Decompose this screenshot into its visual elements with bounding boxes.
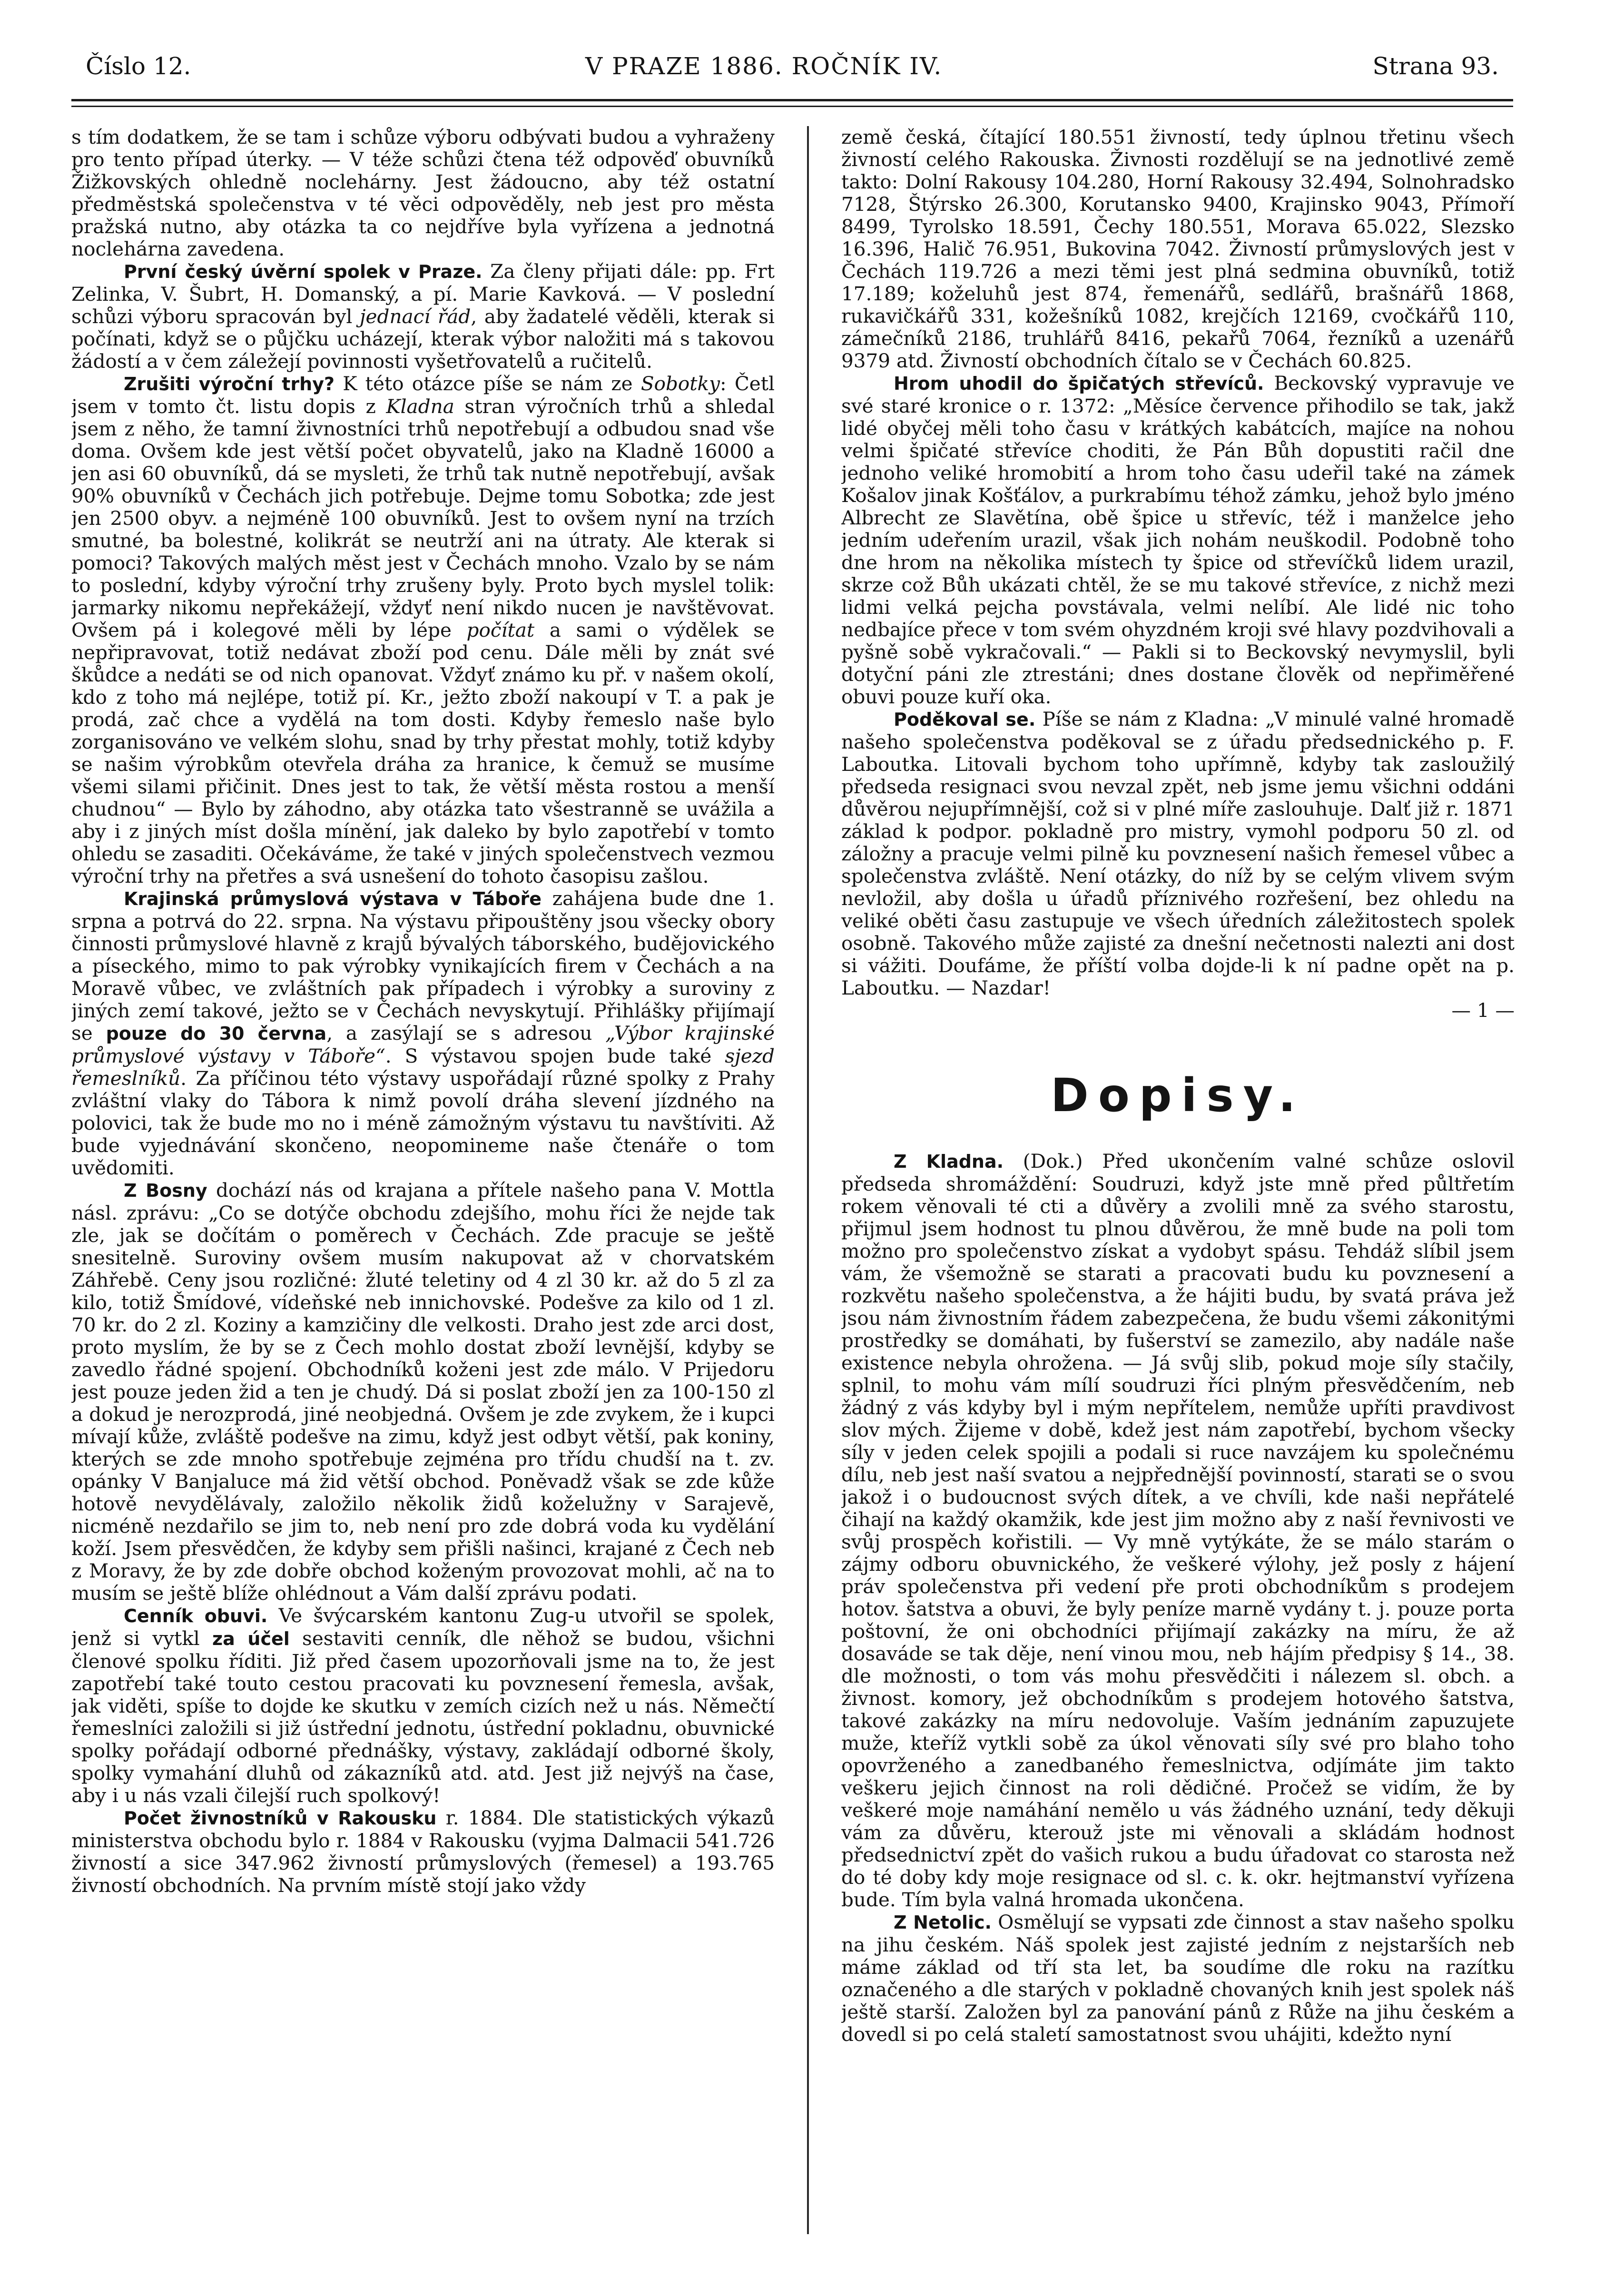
issue-number: Číslo 12. (86, 52, 191, 80)
article-trade-statistics: Počet živnostníků v Rakousku r. 1884. Dle statistických výkazů ministerstva obchodu bylo r. 1884 v Rakousku (vyjma Dalmacii 541.726 živností a sice 347.962 živností průmyslových (řemesel) a 193.765 živností obchodních. Na prvním místě stojí jako vždy (71, 1806, 775, 1897)
article-continuation: s tím dodatkem, že se tam i schůze výboru odbývati budou a vyhraženy pro tento případ úterky. — V téže schůzi čtena též odpověď obuvníků Žižkovských ohledně noclehárny. Jest žádoucno, aby též ostatní předměstská společenstva v té věci odpověděly, neb jest pro města pražská nutno, aby otázka ta co nejdříve byla vyřízena a jednotná noclehárna zavedena. (71, 126, 775, 260)
article-heading: Z Netolic. (894, 1912, 992, 1933)
article-heading: Z Bosny (124, 1180, 207, 1201)
article-heading: První český úvěrní spolek v Praze. (124, 261, 482, 282)
column-divider (807, 126, 809, 2234)
article-shoe-price-list: Cenník obuvi. Ve švýcarském kantonu Zug-u utvořil se spolek, jenž si vytkl za účel sestaviti cenník, dle něhož se budou, všichni členové spolku říditi. Již před časem upozorňovali jsme na to, že jest zapotřebí také touto cestou pracovati ku povznesení řemesla, avšak, jak viděti, spíše to dojde ke skutku v zemích cizích než u nás. Němečtí řemeslníci založili si již ústřední jednotu, ústřední pokladnu, obuvnické spolky pořádají odborné přednášky, výstavy, zakládají odborné školy, spolky vymahání dluhů od zákazníků atd. atd. Jest již nejvýš na čase, aby i u nás vzali čilejší ruch spolkový! (71, 1604, 775, 1807)
right-column (841, 126, 1515, 2246)
letter-kladno: Z Kladna. (Dok.) Před ukončením valné schůze oslovil předseda shromáždění: Soudruzi, když jste mně před půltřetím rokem věnovali té cti a důvěry a zvolili mně za svého starostu, přijmul jsem hodnost tu plnou důvěrou, že mně bude na poli tom možno pro společenstvo získat a vydobyt spásu. Tehdáž slíbil jsem vám, že všemožně se starati a pracovati budu ku povznesení a rozkvětu našeho společenstva, a že hájiti budu, by svatá práva jež jsou nám živnostním řádem zabezpečena, že budu všemi zákonitými prostředky se domáhati, by fušerství se zamezilo, aby nadále naše existence nebyla ohrožena. — Já svůj slib, pokud moje síly stačily, splnil, to mohu vám mílí soudruzi říci plným přesvědčením, neb žádný z vás kdyby byl i mým nepřítelem, nemůže upříti pravdivost slov mých. Žijeme v době, kdež jest nám zapotřebí, bychom všecky síly v jeden celek spojili a podali si ruce navzájem ku společnému dílu, neb jest naší svatou a nejpřednější povinností, starati se o svou jakož i o budoucnost svých dítek, a ve chvíli, kde naši nepřátelé čihají na každý okamžik, kde jest jim možno aby z naší řevnivosti ve svůj prospěch kořistili. — Vy mně vytýkáte, že se málo starám o zájmy odboru obuvnického, že veškeré výlohy, jež posly z hájení práv společenstva při vedení pře proti obchodníkům s prodejem hotov. šatstva a obuvi, že byly peníze marně vydány t. j. pouze porta poštovní, že oni obchodníci přijímají zakázky na míru, že až dosaváde se tak děje, není vinou mou, neb hájím předpisy § 14., 38. dle možnosti, o tom vás mohu přesvědčiti i nálezem sl. obch. a živnost. komory, jež obchodníkům s prodejem hotového šatstva, takové zakázky na míru nedovoluje. Vaším jednáním zapuzujete muže, kteříž vytkli sobě za úkol věnovati síly své pro blaho toho opovrženého a zanedbaného řemeslnictva, odjímáte jim takto veškeru jejich činnost na roli dědičné. Pročež se vidím, že by veškeré moje namáhání nemělo u vás žádného uznání, tedy děkuji vám za důvěru, kterouž jste mi věnovali a skládám hodnost předsednictví zpět do vašich rukou a budu úřadovat co starosta než do té doby kdy moje resignace od sl. c. k. okr. hejtmanství vyřízena bude. Tím byla valná hromada ukončena. (841, 1150, 1515, 1911)
page-number: Strana 93. (1372, 52, 1499, 80)
article-credit-union: První český úvěrní spolek v Praze. Za členy přijati dále: pp. Frt Zelinka, V. Šubrt, H. Domanský, a pí. Marie Kavková. — V poslední schůzi výboru spracován byl jednací řád, aby žadatelé věděli, kterak si počínati, když se o půjčku ucházejí, kterak výbor naložiti má s takovou žádostí a v čem záležejí povinnosti vyšetřovatelů a ručitelů. (71, 260, 775, 373)
article-heading: Krajinská průmyslová výstava v Táboře (124, 888, 542, 909)
place-year-volume: V PRAZE 1886. ROČNÍK IV. (585, 52, 943, 80)
letter-netolice: Z Netolic. Osmělují se vypsati zde činnost a stav našeho spolku na jihu českém. Náš spolek jest zajisté jedním z nejstarších neb máme základ od tří sta let, ba soudíme dle roku na razítku označeného a dle starých v pokladně chovaných knih jest spolek náš ještě starší. Založen byl za panování pánů z Růže na jihu českém a dovedl si po celá staletí samostatnost svou uhájiti, kdežto nyní (841, 1911, 1515, 2046)
section-title: Dopisy. (1051, 1069, 1305, 1122)
article-heading: Zrušiti výroční trhy? (124, 374, 335, 394)
left-column (71, 126, 775, 2246)
article-signature: — 1 — (1451, 999, 1515, 1022)
page-header (71, 48, 1513, 86)
article-resignation: Poděkoval se. Píše se nám z Kladna: „V minulé valné hromadě našeho společenstva poděkoval se z úřadu předsednického p. F. Laboutka. Litovali bychom toho upřímně, kdyby tak zasloužilý předseda resignaci svou nevzal zpět, neb jsme jemu všichni oddáni důvěrou nejupřímnější, což si v plné míře zaslouhuje. Dalť již r. 1871 základ k podpor. pokladně pro mistry, vymohl podporu 50 zl. od záložny a pracuje velmi pilně ku povznesení našich řemesel vůbec a společenstva zvláště. Není otázky, do níž by se celým vlivem svým nevložil, aby došla u úřadů příznivého rozřešení, bez ohledu na veliké oběti času zastupuje ve všech úředních záležitostech spolek osobně. Takového může zajisté za dnešní nečetnosti nalezti ani dost si vážiti. Doufáme, že příští volba dojde-li k ní padne opět na p. Laboutku. — Nazdar! (841, 708, 1515, 999)
article-bosnia: Z Bosny dochází nás od krajana a přítele našeho pana V. Mottla násl. zprávu: „Co se dotýče obchodu zdejšího, mohu říci že nejde tak zle, jak se dočítám o poměrech v Čechách. Zde pracuje se ještě snesitelně. Suroviny ovšem musím nakupovat až v chorvatském Záhřebě. Ceny jsou rozličné: žluté teletiny od 4 zl 30 kr. až do 5 zl za kilo, totiž Šmídové, vídeňské neb innichovské. Podešve za kilo od 1 zl. 70 kr. do 2 zl. Koziny a kamzičiny dle velkosti. Draho jest zde arci dost, proto myslím, že by se z Čech mohlo dostat zboží levnější, kdyby se zavedlo řádné spojení. Obchodníků koženi jest zde málo. V Prijedoru jest pouze jeden žid a ten je chudý. Dá si poslat zboží jen za 100-150 zl a dokud je nerozprodá, jiné neobjedná. Ovšem je zde zvykem, že i kupci mívají kůže, zvláště podešve na zimu, když jest odbyt větší, pak koniny, kterých se zde mnoho spotřebuje zejména pro třídu chudší na t. zv. opánky V Banjaluce má žid větší obchod. Poněvadž však se zde kůže hotově nevydělávaly, založilo několik židů koželužny v Sarajevě, nicméně nezdařilo se jim to, neb není pro zde dobrá voda ku vydělání koží. Jsem přesvědčen, že kdyby sem přišli našinci, krajané z Čech neb z Moravy, že by zde dobře obchod koženým provozovat mohli, ač na to musím se ještě blíže ohlédnout a Vám další zprávu podati. (71, 1179, 775, 1605)
article-lightning-shoes: Hrom uhodil do špičatých střevíců. Beckovský vypravuje ve své staré kronice o r. 1372: „Měsíce července přihodilo se tak, jakž lidé obyčej měli toho času v krátkých kabátcích, majíce na nohou velmi špičaté střevíce choditi, že Pán Bůh dopustiti račil dne jednoho veliké hromobití a hrom toho času udeřil také na zámek Košalov jinak Košťálov, a purkrabímu téhož zámku, jehož bylo jméno Albrecht ze Slavětína, obě špice u střevíc, též i manželce jeho jedním udeřením urazil, však jich nohám neuškodil. Podobně toho dne hrom na několika místech ty špice od střevíčků lidem urazil, skrze což Bůh ukázati chtěl, že se mu takové střevíce, z nichž mezi lidmi velká pejcha povstávala, velmi nelíbí. Ale lidé nic toho nedbajíce přece v tom svém ohyzdném kroji své hlavy pozdvihovali a pyšně sobě vykračovali.“ — Pakli si to Beckovský nevymyslil, byli dotyční páni zle ztrestáni; dnes dostane člověk od nepřiměřené obuvi pouze kuří oka. (841, 372, 1515, 708)
article-heading: Cenník obuvi. (124, 1606, 268, 1626)
article-heading: Poděkoval se. (894, 709, 1036, 730)
article-tabor-exhibition: Krajinská průmyslová výstava v Táboře zahájena bude dne 1. srpna a potrvá do 22. srpna. Na výstavu připouštěny jsou všecky obory činnosti průmyslové hlavně z krajů bývalých táborského, budějovického a píseckého, mimo to pak výrobky vynikajících firem v Čechách a na Moravě vůbec, ve zvláštních pak případech i výrobky a suroviny z jiných zemí takové, ježto se v Čechách nevyskytují. Přihlášky přijímají se pouze do 30 června, a zasýlají se s adresou „Výbor krajinské průmyslové výstavy v Táboře“. S výstavou spojen bude také sjezd řemeslníků. Za příčinou této výstavy uspořádají různé spolky z Prahy zvláštní vlaky do Tábora k nimž povolí dráha slevení jízdného na polovici, tak že bude mo no i méně zámožným výstavu tu navštíviti. Až bude vyjednávání skončeno, neopomineme naše čtenáře o tom uvědomiti. (71, 887, 775, 1179)
header-rule (71, 99, 1513, 101)
article-heading: Počet živnostníků v Rakousku (124, 1808, 437, 1829)
article-heading: Z Kladna. (894, 1151, 1004, 1172)
article-heading: Hrom uhodil do špičatých střevíců. (894, 373, 1264, 394)
article-annual-fairs: Zrušiti výroční trhy? K této otázce píše se nám ze Sobotky: Četl jsem v tomto čt. listu dopis z Kladna stran výročních trhů a shledal jsem z něho, že tamní živnostníci trhů nepotřebují a odbudou snad vše doma. Ovšem kde jest větší počet obyvatelů, jako na Kladně 16000 a jen asi 60 obuvníků, dá se mysleti, že trhů tak nutně nepotřebují, avšak 90% obuvníků v Čechách jich potřebuje. Dejme tomu Sobotka; zde jest jen 2500 obyv. a nejméně 100 obuvníků. Jest to ovšem nyní na trzích smutné, ba bolestné, kolikrát se neutrží ani na útraty. Ale kterak si pomoci? Takových malých měst jest v Čechách mnoho. Vzalo by se nám to poslední, kdyby výroční trhy zrušeny byly. Proto bych myslel tolik: jarmarky nikomu nepřekážejí, vždyť není nikdo nucen je navštěvovat. Ovšem pá i kolegové měli by lépe počítat a sami o výdělek se nepřipravovat, totiž nedávat zboží pod cenu. Dále měli by znát své škůdce a nedáti se od nich opanovat. Vždyť známo ku př. v našem okolí, kdo z toho má nejlépe, totiž pí. Kr., ježto zboží nakoupí v T. a pak je prodá, zač chce a vydělá na tom dosti. Kdyby řemeslo naše bylo zorganisováno ve velkém slohu, snad by trhy přestat mohly, totiž kdyby se našim výrobkům otevřela dráha za hranice, k čemuž se musíme všemi silami přičinit. Dnes jest to tak, že větší města rostou a menší chudnou“ — Bylo by záhodno, aby otázka tato všestranně se uvážila a aby i z jiných míst došla mínění, jak daleko by bylo zapotřebí v tomto ohledu se zasaditi. Očekáváme, že také v jiných společenstvech vezmou výroční trhy na přetřes a svá usnešení do tohoto časopisu zašlou. (71, 372, 775, 887)
header-rule-thin (71, 106, 1513, 107)
article-continuation: země česká, čítající 180.551 živností, tedy úplnou třetinu všech živností celého Rakouska. Živnosti rozdělují se na jednotlivé země takto: Dolní Rakousy 104.280, Horní Rakousy 32.494, Solnohradsko 7128, Štýrsko 26.300, Korutansko 9400, Krajinsko 9043, Přímoří 8499, Tyrolsko 18.591, Čechy 180.551, Morava 65.022, Slezsko 16.396, Halič 76.951, Bukovina 7042. Živností průmyslových jest v Čechách 119.726 a mezi těmi jest plná sedmina obuvníků, totiž 17.189; koželuhů jest 874, řemenářů, sedlářů, brašnářů 1868, rukavičkářů 331, kožešníků 1082, krejčích 12169, cvočkářů 110, zámečníků 2186, truhlářů 8416, pekařů 7064, řezníků a uzenářů 9379 atd. Živností obchodních čítalo se v Čechách 60.825. (841, 126, 1515, 372)
